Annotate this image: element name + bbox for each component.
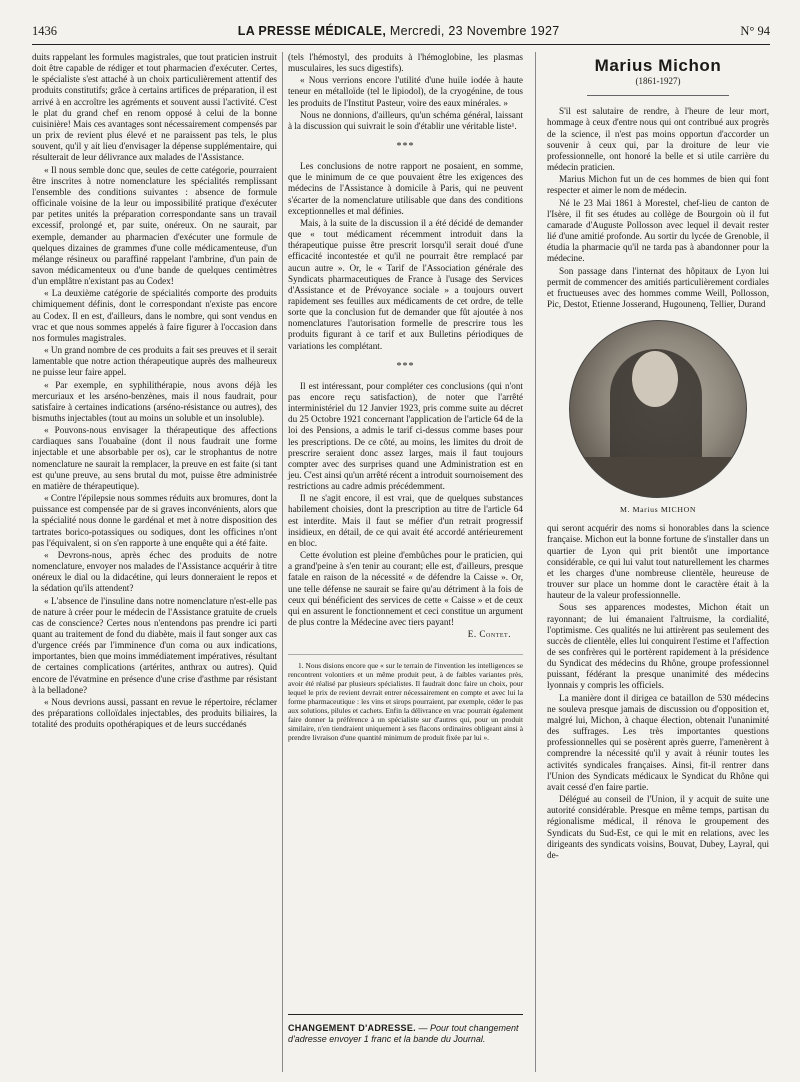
page-number: 1436 [32, 23, 57, 38]
paragraph: duits rappelant les formules magistrales, que tout praticien instruit doit être capable de rédiger et tout pharmacien d'exécuter. Certes, le spécialiste s'est attaché à un choix particulièrement attentif des produits constitutifs; grâce à certains artifices de préparation, il est arrivé à en accroître les agréments et souvent aussi l'activité. C'est le plat du grand chef en renom opposé à celui de la bonne cuisinière! Mais ces avantages sont nécessairement compensés par un prix de revient plus élevé et ne paraissent pas tels, le plus souvent, qu'il y ait lieu d'envisager la dépense supplémentaire, qui résulterait de leur délivrance aux malades de l'Assistance. [32, 52, 277, 163]
section-separator-stars: *** [396, 360, 415, 372]
paragraph: La manière dont il dirigea ce bataillon de 530 médecins ne souleva presque jamais de discussion ou d'opposition et, malgré lui, Michon, à chaque élection, obtenait l'unanimité des suffrages. Les très importantes questions professionnelles qui se posèrent après guerre, l'amenèrent à comprendre la nécessité qu'il y avait à réunir toutes les activités syndicales françaises. Ainsi, fit-il rentrer dans l'Union des Syndicats médicaux le Syndicat du Rhône qui avait cessé d'en faire partie. [547, 692, 769, 792]
paragraph: « Nous verrions encore l'utilité d'une huile iodée à haute teneur en métalloïde (tel le lipiodol), de la cryogénine, de tous les produits de l'Institut Pasteur, voire des eaux minérales. » [288, 75, 523, 108]
paragraph: Mais, à la suite de la discussion il a été décidé de demander que « tout médicament récemment introduit dans la thérapeutique puisse être prescrit lorsqu'il serait doué d'une efficacité incontestée et qu'il ne pourrait être remplacé par aucun autre ». Or, le « Tarif de l'Association générale des Syndicats pharmaceutiques de France à l'usage des Services d'Assistance et de Prévoyance sociale » a toujours ouvert rapidement ses feuilles aux médicaments de cet ordre, de telle sorte que la conclusion fut de demander que fût ajoutée à nos nomenclatures l'autorisation formelle de prescrire tous les produits figurant à ce tarif et aux Bulletins périodiques de variations les complétant. [288, 217, 523, 351]
portrait-caption: M. Marius MICHON [619, 505, 697, 515]
column-right-obituary [547, 52, 769, 862]
paragraph: « La deuxième catégorie de spécialités comporte des produits chimiquement définis, dont le correspondant n'existe pas encore au Codex. Il en est, d'ailleurs, dans le nombre, qui sont vendus en vrac et que nous sommes appelés à faire figurer à l'occasion dans nos formules magistrales. [32, 288, 277, 343]
paragraph: Cette évolution est pleine d'embûches pour le praticien, qui a grand'peine à s'en tenir au courant; elle est, d'ailleurs, presque fatale en raison de la nécessité « de défendre la Caisse ». Or, une telle défense ne saurait se faire qu'au détriment à la fois de ceux qui bénéficient des services de cette « Caisse » et de ceux qui en assurent le fonctionnement et ceci constitue un argument de plus contre la Médecine avec tiers payant! [288, 550, 523, 628]
journal-date: Mercredi, 23 Novembre 1927 [386, 24, 560, 38]
paragraph: Sous ses apparences modestes, Michon était un rayonnant; de lui émanaient l'altruisme, la cordialité, l'optimisme. Ces qualités ne lui attirèrent pas seulement des succès de clientèle, elles lui conquirent l'estime et l'affection de ses confrères qui le portèrent rapidement à la présidence du Syndicat des médecins du Rhône, groupe professionnel puissant, fédérant la presque unanimité des médecins lyonnais y compris les officiels. [547, 602, 769, 691]
paragraph: « Nous devrions aussi, passant en revue le répertoire, réclamer des préparations colloïdales injectables, des produits biliaires, la totalité des produits opothérapiques et de leurs succédanés [32, 696, 277, 730]
paragraph: S'il est salutaire de rendre, à l'heure de leur mort, hommage à ceux d'entre nous qui ont contribué aux progrès de la science, il n'est pas moins opportun d'accorder un souvenir à ceux qui, par la droiture de leur vie professionnelle, ont honoré la belle et si utile carrière du médecin praticien. [547, 106, 769, 173]
paragraph: « Pouvons-nous envisager la thérapeutique des affections cardiaques sans l'ouabaïne (dont il nous faudrait une forme injectable et une absorbable per os), car le strophantus de notre nomenclature ne saurait la remplacer, la preuve en est faite (si tant est qu'une preuve, au sens brutal du mot, puisse être administrée en matière de thérapeutique). [32, 425, 277, 491]
notice-label: CHANGEMENT D'ADRESSE. [288, 1023, 416, 1033]
portrait-desk [570, 457, 746, 497]
paragraph: (tels l'hémostyl, des produits à l'hémoglobine, les plasmas musculaires, les sucs digestifs). [288, 52, 523, 74]
address-change-notice [288, 1014, 523, 1045]
column-divider [535, 52, 536, 1072]
column-middle [288, 52, 523, 743]
paragraph: « Il nous semble donc que, seules de cette catégorie, pourraient être inscrites à notre nomenclature les spécialités remplissant l'ensemble des conditions suivantes : absence de formule officinale voisine de la leur ou impossibilité pratique d'exécuter par petites unités la préparation correspondante sans un travail excessif, prolongé et, par suite, onéreux. On ne saurait, par exemple, demander au pharmacien d'exécuter une formule de quelques dizaines de grammes d'une colle médicamenteuse, d'un mélange résineux ou paraffiné rappelant l'ambrine, d'un pain de savon médicamenteux ou d'une bande de quelques centimètres d'un emplâtre n'existant pas au Codex! [32, 164, 277, 287]
section-separator-stars: *** [396, 141, 415, 153]
paragraph: « Devrons-nous, après échec des produits de notre nomenclature, envoyer nos malades de l'Assistance acquérir à titre onéreux le dial ou la didacétine, qui leurs donneraient le repos et la sédation qu'ils attendent? [32, 549, 277, 594]
obituary-title: Marius Michon [594, 56, 722, 75]
obituary-rule [587, 95, 729, 96]
paragraph: Les conclusions de notre rapport ne posaient, en somme, que le minimum de ce que pouvaient être les exigences des médecins de l'Assistance à domicile à Paris, qui ne peuvent s'écarter de la nomenclature utilisable que dans des conditions exceptionnelles et mal définies. [288, 161, 523, 216]
obituary-dates: (1861-1927) [635, 76, 681, 87]
paragraph: « Un grand nombre de ces produits a fait ses preuves et il serait lamentable que notre action thérapeutique auprès des malheureux ne puisse leur faire appel. [32, 345, 277, 378]
paragraph: qui seront acquérir des noms si honorables dans la science française. Michon eut la bonne fortune de s'installer dans un quartier de Lyon qui prit bientôt une importance considérable, ce qui lui valut tout naturellement les charmes et les charges d'une nombreuse clientèle, heureuse de trouver sur place un homme dont le caractère était à la hauteur de la valeur professionnelle. [547, 523, 769, 601]
paragraph: Né le 23 Mai 1861 à Morestel, chef-lieu de canton de l'Isère, il fit ses études au collège de Bourgoin où il fut camarade d'Auguste Pollosson avec lequel il devait rester lié d'une amitié profonde. Au sortir du lycée de Grenoble, il étudia la pharmacie qu'il ne tarda pas à abandonner pour la médecine. [547, 197, 769, 264]
paragraph: « Contre l'épilepsie nous sommes réduits aux bromures, dont la puissance est compensée par de si graves inconvénients, alors que la spécialité nous donne le gardénal et met à notre disposition des tartrates borico-potassiques ou sodiques, dont les officines n'ont pas l'équivalent, si on s'en rapporte à une enquête qui a été faite. [32, 493, 277, 548]
page-header [32, 22, 770, 40]
column-left [32, 52, 277, 731]
paragraph: « L'absence de l'insuline dans notre nomenclature n'est-elle pas de nature à créer pour le médecin de l'Assistance gratuite de cruels cas de conscience? Certes nous n'entendons pas prendre ici parti quant au traitement de fond du diabète, mais il faut songer aux cas d'urgence créés par l'imminence d'un coma ou aux indications, importantes, bien que moins immédiatement impératives, résultant de certaines complications (artérites, anthrax ou autres). Quid encore de l'évatmine en présence d'une crise d'asthme par résistant à la belladone? [32, 595, 277, 695]
issue-number: N° 94 [740, 23, 770, 38]
portrait-head [632, 351, 678, 407]
author-signature: E. Contet. [467, 629, 511, 640]
paragraph: Nous ne donnions, d'ailleurs, qu'un schéma général, laissant à la discussion qui suivrait le soin d'établir une véritable liste¹. [288, 109, 523, 131]
footnote [288, 654, 523, 742]
portrait-frame [547, 320, 769, 498]
header-rule [32, 44, 770, 45]
notice-text: — Pour tout changement d'adresse envoyer 1 franc et la bande du Journal. [288, 1023, 519, 1044]
paragraph: Délégué au conseil de l'Union, il y acquit de suite une autorité considérable. Presque en même temps, partisan du régionalisme médical, il rénova le groupement des Syndicats du Sud-Est, ce qui le mit en relations, avec les dirigeants des syndicats voisins, Bouvat, Dubey, Layral, qui de- [547, 794, 769, 860]
paragraph: Son passage dans l'internat des hôpitaux de Lyon lui permit de commencer des amitiés particulièrement cordiales et fructueuses avec des hommes comme Weill, Pollosson, Pic, Destot, Etienne Josserand, Hugounenq, Tellier, Durand [547, 265, 769, 309]
paragraph: Marius Michon fut un de ces hommes de bien qui font respecter et aimer le nom de médecin. [547, 174, 769, 196]
column-divider [282, 52, 283, 1072]
footnote-text: 1. Nous disions encore que « sur le terrain de l'invention les intelligences se rencontrent volontiers et un même produit peut, à de faibles variantes près, avoir été réalisé par plusieurs spécialistes. Il faudrait donc faire un choix, pour lequel le prix de revient devrait entrer nécessairement en compte et avec lui la forme pharmaceutique : les vins et sirops pourraient, par exemple, céder le pas aux solutions, pilules et cachets. Enfin la délivrance en vrac pourrait également faire donner la préférence à un spécialiste sur d'autres qui, pour un produit similaire, n'en tiendraient uniquement à ses flacons ordinaires obligeant ainsi à prendre livraison d'une quantité minimum de produit fixée par lui ». [288, 661, 523, 743]
paragraph: Il ne s'agit encore, il est vrai, que de quelques substances habilement choisies, dont la prescription au titre de l'article 64 est interdite. Mais il faut se méfier d'un retrait progressif insidieux, en détail, de ce qui avait été accordé antérieurement en bloc. [288, 493, 523, 548]
paragraph: « Par exemple, en syphilithérapie, nous avons déjà les mercuriaux et les arséno-benzènes, mais il nous faudrait, pour satisfaire à certaines indications (arséno-résistance ou autres), des bismuths injectables (tout au moins un soluble et un insoluble). [32, 379, 277, 423]
paragraph: Il est intéressant, pour compléter ces conclusions (qui n'ont pas encore reçu satisfaction), de noter que l'arrêté interministériel du 12 Janvier 1923, pris comme suite au décret du 25 Octobre 1921 concernant l'application de l'article 64 de la loi des Pensions, a admis le tarif ci-dessus comme bases pour les prescriptions. De ce côté, au moins, les limites du droit de prescrire seraient donc assez larges, mais il faut toujours compter avec des surprises quand une Administration est en jeu. C'est ainsi qu'un arrêté récent a introduit sournoisement des restrictions au cadre admis précédemment. [288, 380, 523, 492]
journal-name: LA PRESSE MÉDICALE, [237, 24, 387, 38]
journal-title [238, 24, 560, 38]
portrait-photo [569, 320, 747, 498]
